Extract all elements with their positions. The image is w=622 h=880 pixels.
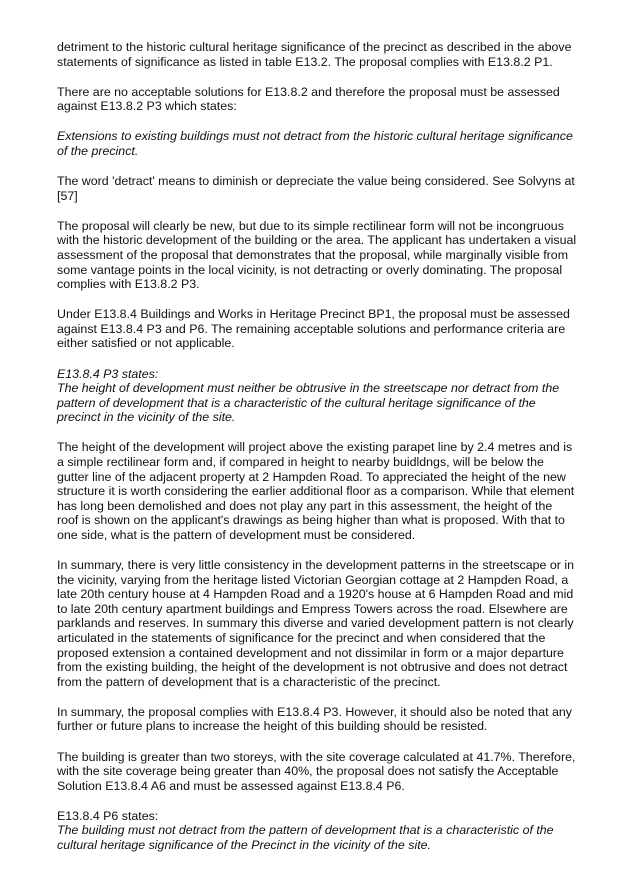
paragraph-proposal-assessment: The proposal will clearly be new, but due to its simple rectilinear form will not be incongruous with the historic development of the building or the area. The applicant has undertaken a visual assessment of the proposal that demonstrates that the proposal, while marginally visible from some vantage points in the local vicinity, is not detracting or overly dominating. The proposal complies with E13.8.2 P3. bbox=[57, 218, 577, 292]
p3-criteria-block bbox=[57, 367, 577, 425]
p6-heading: E13.8.4 P6 states: bbox=[57, 808, 159, 823]
p6-quote: The building must not detract from the pattern of development that is a characteristic of the cultural heritage significance of the Precinct in the vicinity of the site. bbox=[57, 823, 554, 853]
paragraph-detract-definition: The word 'detract' means to diminish or depreciate the value being considered. See Solvyns at [57] bbox=[57, 174, 575, 203]
paragraph-height-analysis: The height of the development will project above the existing parapet line by 2.4 metres and is a simple rectilinear form and, if compared in height to nearby buidldngs, will be below the gutter line of the adjacent property at 2 Hampden Road. To appreciated the height of the new structure it is worth considering the earlier additional floor as a comparison. While that element has long been demolished and does not play any part in this assessment, the height of the roof is shown on the applicant's drawings as being higher than what is proposed. With that to one side, what is the pattern of development must be considered. bbox=[57, 440, 575, 542]
paragraph-e13-8-4-intro: Under E13.8.4 Buildings and Works in Heritage Precinct BP1, the proposal must be assessed against E13.8.4 P3 and P6. The remaining acceptable solutions and performance criteria are either satisfied or not applicable. bbox=[57, 307, 570, 351]
paragraph-site-coverage: The building is greater than two storeys, with the site coverage calculated at 41.7%. Therefore, with the site coverage being greater than 40%, the proposal does not satisfy the Acceptable Solution E13.8.4 A6 and must be assessed against E13.8.4 P6. bbox=[57, 749, 576, 793]
quote-e13-8-2-p3: Extensions to existing buildings must not detract from the historic cultural heritage significance of the precinct. bbox=[57, 129, 573, 158]
p3-quote: The height of development must neither be obtrusive in the streetscape nor detract from the pattern of development that is a characteristic of the cultural heritage significance of the precinct in the vicinity of the site. bbox=[57, 381, 560, 425]
p6-criteria-block bbox=[57, 809, 577, 853]
document-page bbox=[57, 40, 577, 868]
paragraph-no-acceptable-solutions: There are no acceptable solutions for E13.8.2 and therefore the proposal must be assessed against E13.8.2 P3 which states: bbox=[57, 84, 560, 114]
paragraph-p3-compliance-summary: In summary, the proposal complies with E13.8.4 P3. However, it should also be noted that any further or future plans to increase the height of this building should be resisted. bbox=[57, 704, 572, 734]
paragraph-p1-compliance: detriment to the historic cultural heritage significance of the precinct as described in the above statements of significance as listed in table E13.2. The proposal complies with E13.8.2 P1. bbox=[57, 40, 572, 69]
paragraph-development-pattern-summary: In summary, there is very little consistency in the development patterns in the streetscape or in the vicinity, varying from the heritage listed Victorian Georgian cottage at 2 Hampden Road, a late 20th century house at 4 Hampden Road and a 1920's house at 6 Hampden Road and mid to late 20th century apartment buildings and Empress Towers across the road. Elsewhere are parklands and reserves. In summary this diverse and varied development pattern is not clearly articulated in the statements of significance for the precinct and when considered that the proposed extension a contained development and not dissimilar in form or a major departure from the existing building, the height of the development is not obtrusive and does not detract from the pattern of development that is a characteristic of the precinct. bbox=[57, 558, 574, 689]
p3-heading: E13.8.4 P3 states: bbox=[57, 366, 159, 381]
